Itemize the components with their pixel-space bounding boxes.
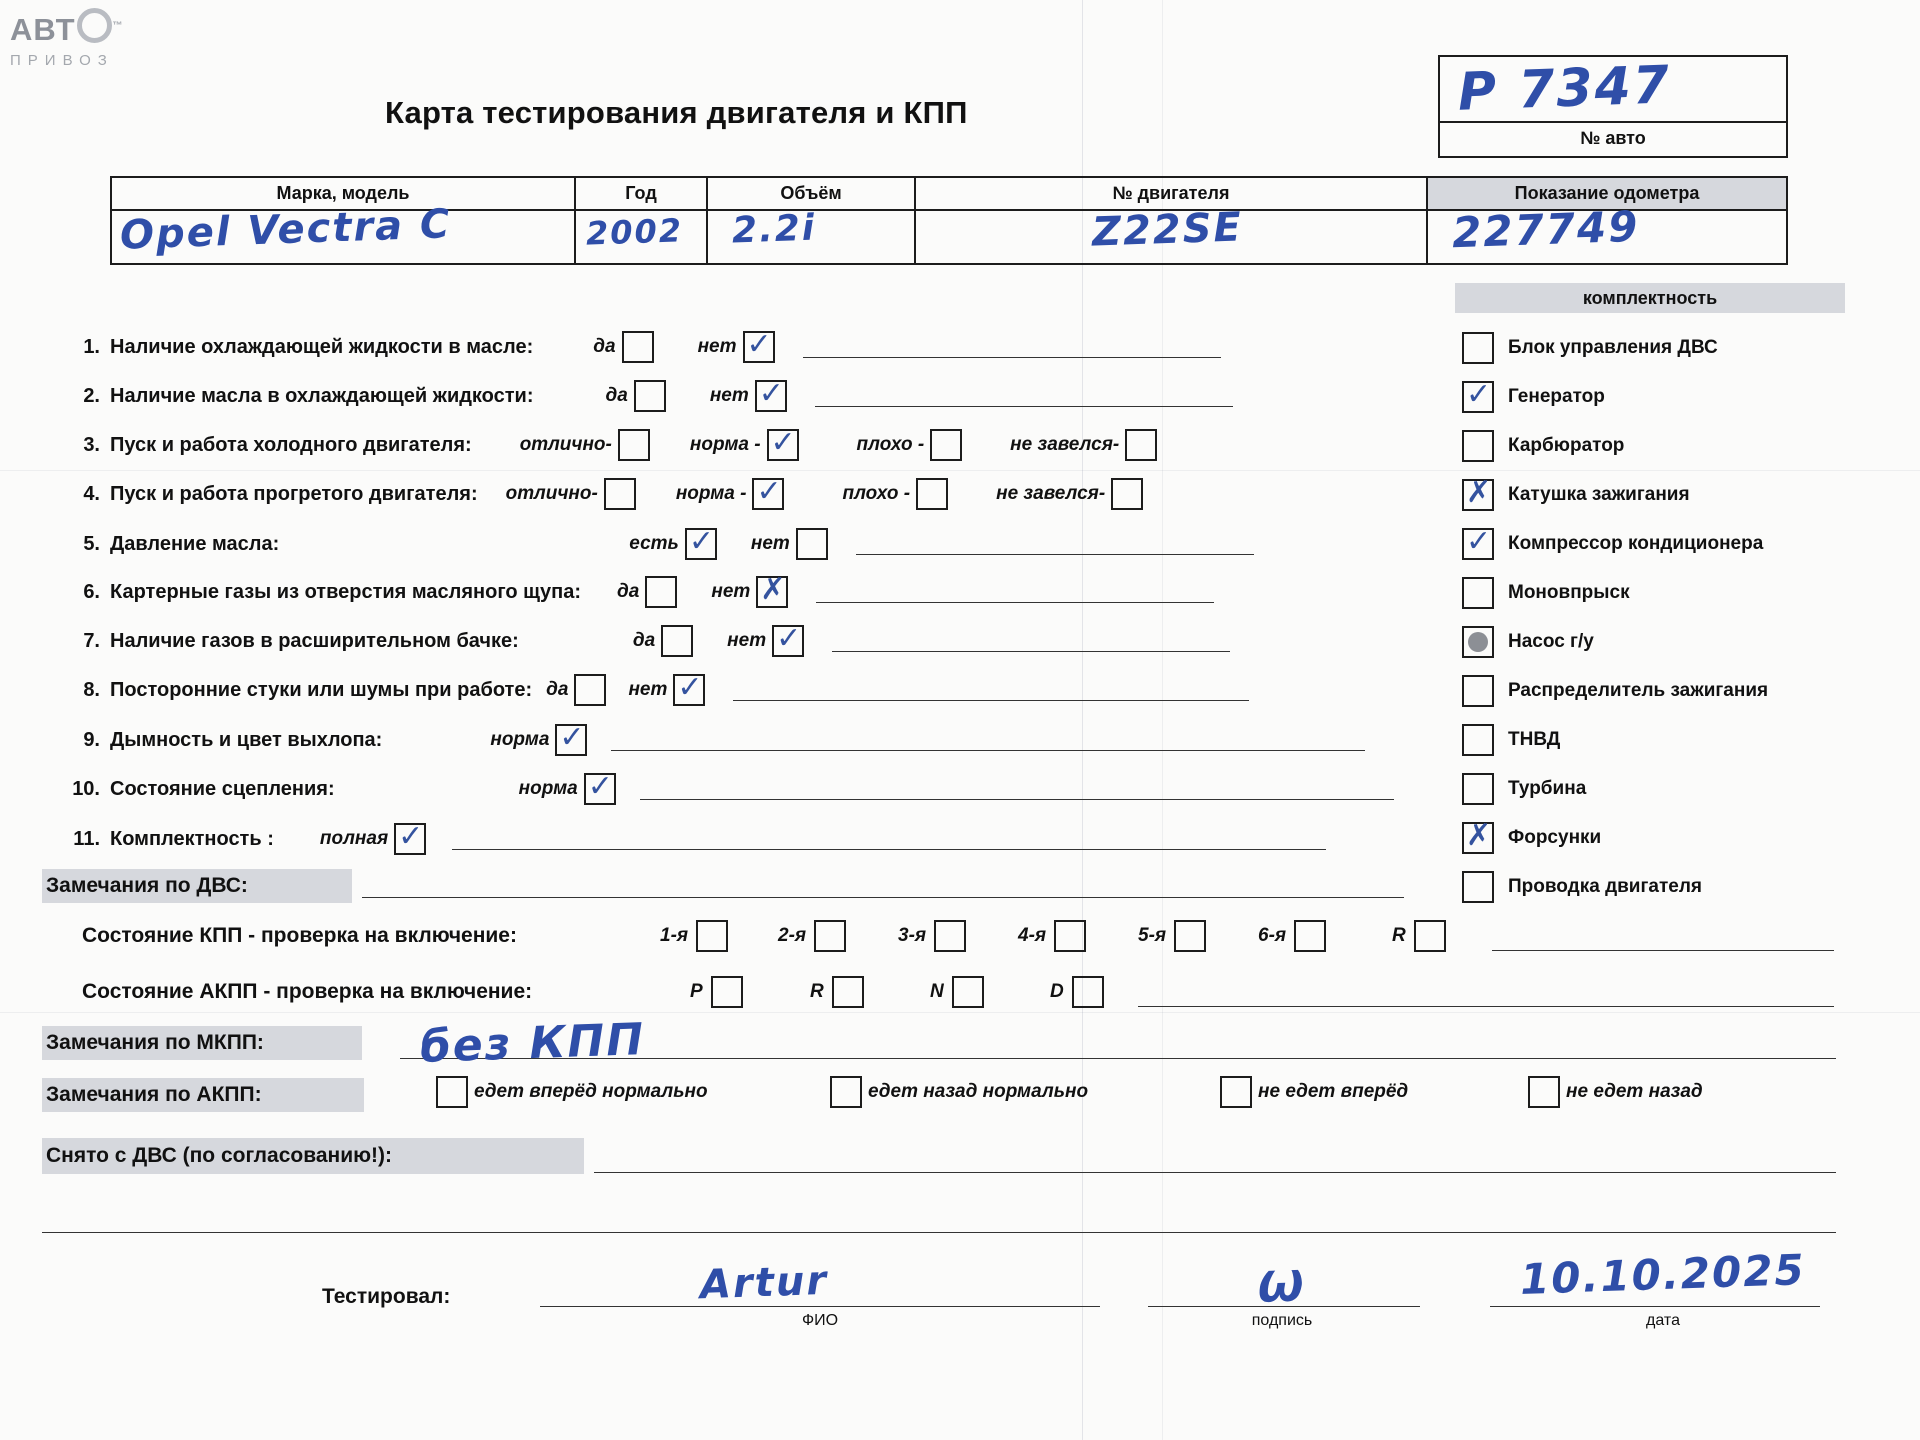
td-volume	[708, 207, 916, 263]
akpp-note-label: не едет вперёд	[1258, 1081, 1409, 1102]
question-text: Дымность и цвет выхлопа:	[110, 728, 383, 751]
kit-item-distributor[interactable]	[1462, 675, 1768, 707]
option-label: плохо -	[856, 434, 925, 455]
akpp-note-checkbox[interactable]	[830, 1076, 862, 1108]
gear-checkbox[interactable]	[1294, 920, 1326, 952]
question-text: Наличие масла в охлаждающей жидкости:	[110, 384, 534, 407]
akpp-note-label: едет вперёд нормально	[474, 1081, 708, 1102]
akpp-note-no-forward[interactable]	[1220, 1076, 1408, 1108]
kit-checkbox[interactable]	[1462, 871, 1494, 903]
notes-engine-line[interactable]	[362, 897, 1404, 898]
gear-label: 1-я	[660, 925, 689, 946]
akpp-mode-n[interactable]	[930, 976, 984, 1008]
notes-akpp-label: Замечания по АКПП:	[42, 1078, 364, 1112]
option-label: нет	[697, 336, 737, 357]
gear-label: R	[1392, 925, 1406, 946]
question-row	[62, 524, 1254, 561]
check-mark-icon: ✓	[756, 474, 782, 509]
car-number-value: Р 7347	[1457, 55, 1672, 123]
question-row	[62, 474, 1143, 511]
check-mark-icon: ✓	[1466, 524, 1492, 559]
question-text: Посторонние стуки или шумы при работе:	[110, 678, 533, 701]
paper-fold-line	[0, 470, 1920, 471]
name-field-label: ФИО	[801, 1312, 839, 1329]
checkbox-no[interactable]	[673, 670, 705, 706]
akpp-note-label: не едет назад	[1566, 1081, 1703, 1102]
question-number: 2.	[83, 384, 100, 407]
gear-checkbox[interactable]	[1174, 920, 1206, 952]
akpp-note-checkbox[interactable]	[1528, 1076, 1560, 1108]
kit-item-label: Катушка зажигания	[1508, 484, 1690, 505]
option-label: норма -	[675, 483, 747, 504]
kit-checkbox[interactable]	[1462, 332, 1494, 364]
checkbox-yes[interactable]	[574, 674, 606, 706]
option-label: есть	[629, 533, 679, 554]
mkpp-check-label: Состояние КПП - проверка на включение:	[82, 924, 517, 947]
gear-label: 3-я	[898, 925, 927, 946]
kit-checkbox[interactable]	[1462, 524, 1494, 560]
akpp-mode-checkbox[interactable]	[832, 976, 864, 1008]
question-number: 10.	[72, 777, 100, 800]
question-text: Наличие газов в расширительном бачке:	[110, 629, 519, 652]
option-label: нет	[628, 679, 668, 700]
checkbox-no[interactable]	[743, 327, 775, 363]
gear-checkbox[interactable]	[696, 920, 728, 952]
option-label: не завелся-	[996, 483, 1106, 504]
checkbox-excellent[interactable]	[618, 429, 650, 461]
option-label: нет	[711, 581, 751, 602]
tested-by-label: Тестировал:	[322, 1285, 451, 1308]
cross-mark-icon: ✗	[1466, 818, 1492, 853]
akpp-mode-r[interactable]	[810, 976, 864, 1008]
gear-6[interactable]	[1258, 920, 1326, 952]
kit-checkbox[interactable]	[1462, 675, 1494, 707]
kit-checkbox[interactable]	[1462, 773, 1494, 805]
logo-text-main: АВТ	[10, 12, 76, 47]
gear-5[interactable]	[1138, 920, 1206, 952]
akpp-mode-label: R	[810, 981, 824, 1002]
check-mark-icon: ✓	[746, 327, 772, 362]
th-engine-no: № двигателя	[916, 178, 1428, 211]
kit-checkbox[interactable]	[1462, 577, 1494, 609]
date-value: 10.10.2025	[1519, 1245, 1807, 1304]
checkbox-yes[interactable]	[661, 625, 693, 657]
option-label: да	[605, 385, 628, 406]
kit-item-label: Компрессор кондиционера	[1508, 533, 1764, 554]
question-row	[62, 621, 1230, 658]
akpp-mode-checkbox[interactable]	[952, 976, 984, 1008]
date-line[interactable]	[1490, 1306, 1820, 1307]
logo-text	[10, 8, 160, 48]
odometer-value: 227749	[1451, 201, 1641, 258]
option-label: норма -	[689, 434, 761, 455]
gear-reverse[interactable]	[1392, 920, 1446, 952]
gear-label: 2-я	[778, 925, 807, 946]
notes-engine-label: Замечания по ДВС:	[42, 869, 352, 903]
comment-line[interactable]	[640, 799, 1394, 800]
paper-fold-line	[0, 1012, 1920, 1013]
akpp-comment-line[interactable]	[1138, 1006, 1834, 1007]
akpp-note-no-reverse[interactable]	[1528, 1076, 1703, 1108]
checkbox-normal[interactable]	[584, 769, 616, 805]
question-text: Наличие охлаждающей жидкости в масле:	[110, 335, 534, 358]
kit-checkbox[interactable]	[1462, 377, 1494, 413]
gear-label: 6-я	[1258, 925, 1287, 946]
question-text: Давление масла:	[110, 532, 280, 555]
td-brand	[112, 201, 576, 263]
page-title: Карта тестирования двигателя и КПП	[385, 95, 968, 130]
kit-item-label: Карбюратор	[1508, 435, 1625, 456]
question-row	[62, 670, 1249, 707]
volume-value: 2.2i	[731, 207, 817, 252]
question-number: 11.	[73, 827, 100, 850]
gear-3[interactable]	[898, 920, 966, 952]
kit-checkbox[interactable]	[1462, 430, 1494, 462]
checkbox-no[interactable]	[755, 376, 787, 412]
kit-section-header: комплектность	[1455, 283, 1845, 313]
engine-no-value: Z22SE	[1091, 204, 1244, 256]
question-number: 4.	[83, 482, 100, 505]
question-number: 6.	[83, 580, 100, 603]
td-engine-no	[916, 204, 1428, 263]
checkbox-normal[interactable]	[767, 425, 799, 461]
checkbox-normal[interactable]	[752, 474, 784, 510]
signature-field-label: подпись	[1251, 1312, 1313, 1329]
gear-checkbox[interactable]	[1054, 920, 1086, 952]
option-label: плохо -	[842, 483, 911, 504]
check-mark-icon: ✓	[688, 524, 714, 559]
option-label: отлично-	[505, 483, 598, 504]
akpp-note-reverse-ok[interactable]	[830, 1076, 1088, 1108]
kit-item-label: Турбина	[1508, 778, 1587, 799]
checkbox-yes[interactable]	[645, 576, 677, 608]
kit-item-engine-wiring[interactable]	[1462, 871, 1702, 903]
kit-item-turbine[interactable]	[1462, 773, 1586, 805]
kit-item-generator[interactable]	[1462, 377, 1605, 413]
td-year	[576, 211, 708, 263]
question-text: Комплектность :	[110, 827, 274, 850]
checkbox-absent[interactable]	[796, 528, 828, 560]
kit-item-carburetor[interactable]	[1462, 430, 1624, 462]
removed-parts-label: Снято с ДВС (по согласованию!):	[42, 1138, 584, 1174]
kit-item-label: Проводка двигателя	[1508, 876, 1702, 897]
kit-checkbox[interactable]	[1462, 818, 1494, 854]
akpp-note-forward-ok[interactable]	[436, 1076, 708, 1108]
kit-item-label: Распределитель зажигания	[1508, 680, 1769, 701]
option-label: не завелся-	[1010, 434, 1120, 455]
akpp-check-label: Состояние АКПП - проверка на включение:	[82, 980, 533, 1003]
kit-item-ac-compressor[interactable]	[1462, 524, 1764, 560]
mkpp-comment-line[interactable]	[1492, 950, 1834, 951]
td-odometer	[1428, 201, 1786, 263]
kit-checkbox[interactable]	[1462, 475, 1494, 511]
question-text: Пуск и работа прогретого двигателя:	[110, 482, 478, 505]
question-text: Картерные газы из отверстия масляного щупа:	[110, 580, 582, 603]
vehicle-info-table	[110, 176, 1788, 265]
akpp-mode-label: P	[690, 981, 703, 1002]
check-mark-icon: ✓	[1466, 377, 1492, 412]
akpp-mode-label: N	[930, 981, 944, 1002]
th-odometer: Показание одометра	[1428, 178, 1786, 211]
checkbox-bad[interactable]	[916, 478, 948, 510]
notes-mkpp-value: без КПП	[419, 1014, 646, 1073]
th-brand: Марка, модель	[112, 178, 576, 211]
cross-mark-icon: ✗	[1466, 475, 1492, 510]
kit-item-label: Насос г/у	[1508, 631, 1594, 652]
th-year: Год	[576, 178, 708, 211]
logo-subtitle: ПРИВОЗ	[10, 52, 114, 69]
option-label: полная	[319, 828, 389, 849]
akpp-note-checkbox[interactable]	[1220, 1076, 1252, 1108]
question-row	[62, 769, 1394, 806]
checkbox-no[interactable]	[772, 621, 804, 657]
checkbox-not-started[interactable]	[1125, 429, 1157, 461]
option-label: да	[632, 630, 656, 651]
checkbox-yes[interactable]	[634, 380, 666, 412]
kit-item-label: ТНВД	[1508, 729, 1561, 750]
akpp-note-label: едет назад нормально	[868, 1081, 1089, 1102]
kit-checkbox[interactable]	[1462, 626, 1494, 658]
logo	[10, 8, 160, 86]
akpp-mode-label: D	[1050, 981, 1064, 1002]
checkbox-present[interactable]	[685, 524, 717, 560]
kit-item-injectors[interactable]	[1462, 818, 1602, 854]
question-number: 9.	[83, 728, 100, 751]
th-volume: Объём	[708, 178, 916, 211]
check-mark-icon: ✓	[758, 376, 784, 411]
question-text: Состояние сцепления:	[110, 777, 335, 800]
comment-line[interactable]	[832, 651, 1230, 652]
gear-2[interactable]	[778, 920, 846, 952]
option-label: да	[593, 336, 616, 357]
check-mark-icon: ✓	[677, 670, 703, 705]
akpp-mode-checkbox[interactable]	[711, 976, 743, 1008]
question-row	[62, 720, 1365, 757]
brand-value: Opel Vectra C	[119, 201, 453, 259]
checkbox-bad[interactable]	[930, 429, 962, 461]
option-label: да	[546, 679, 569, 700]
check-mark-icon: ✓	[587, 769, 613, 804]
checkbox-excellent[interactable]	[604, 478, 636, 510]
gear-1[interactable]	[660, 920, 728, 952]
question-row	[62, 376, 1233, 413]
gear-label: 4-я	[1018, 925, 1047, 946]
check-mark-icon: ✓	[776, 621, 802, 656]
kit-item-ignition-coil[interactable]	[1462, 475, 1690, 511]
option-label: норма	[490, 729, 550, 750]
akpp-mode-d[interactable]	[1050, 976, 1104, 1008]
gear-label: 5-я	[1138, 925, 1167, 946]
option-label: нет	[709, 385, 749, 406]
option-label: норма	[518, 778, 578, 799]
akpp-note-checkbox[interactable]	[436, 1076, 468, 1108]
question-number: 8.	[83, 678, 100, 701]
gear-4[interactable]	[1018, 920, 1086, 952]
year-value: 2002	[585, 211, 684, 253]
comment-line[interactable]	[611, 750, 1365, 751]
kit-checkbox[interactable]	[1462, 724, 1494, 756]
checkbox-not-started[interactable]	[1111, 478, 1143, 510]
comment-line[interactable]	[856, 554, 1254, 555]
akpp-mode-p[interactable]	[690, 976, 743, 1008]
removed-parts-line[interactable]	[594, 1172, 1836, 1173]
kit-item-ecu[interactable]	[1462, 332, 1718, 364]
gear-checkbox[interactable]	[814, 920, 846, 952]
logo-ring-icon	[77, 8, 112, 43]
comment-line[interactable]	[803, 357, 1221, 358]
comment-line[interactable]	[452, 849, 1326, 850]
kit-item-label: Генератор	[1508, 386, 1605, 407]
check-mark-icon: ✓	[770, 425, 796, 460]
name-line[interactable]	[540, 1306, 1100, 1307]
kit-item-label: Форсунки	[1508, 827, 1602, 848]
question-row	[62, 425, 1157, 462]
kit-item-label: Блок управления ДВС	[1508, 337, 1718, 358]
checkbox-normal[interactable]	[555, 720, 587, 756]
kit-item-label: Моновпрыск	[1508, 582, 1630, 603]
question-number: 3.	[83, 433, 100, 456]
checkbox-no[interactable]	[756, 572, 788, 608]
question-number: 5.	[83, 532, 100, 555]
name-value: Artur	[699, 1257, 829, 1309]
gear-checkbox[interactable]	[934, 920, 966, 952]
notes-mkpp-label: Замечания по МКПП:	[42, 1026, 362, 1060]
checkbox-full[interactable]	[394, 819, 426, 855]
car-number-box	[1438, 55, 1788, 123]
comment-line[interactable]	[815, 406, 1233, 407]
date-field-label: дата	[1646, 1312, 1680, 1329]
car-number-header-cell	[1438, 123, 1788, 158]
comment-line[interactable]	[816, 602, 1214, 603]
signature-value: Ѡ	[1257, 1261, 1307, 1312]
checkbox-yes[interactable]	[622, 331, 654, 363]
car-number-header: № авто	[1580, 128, 1646, 148]
kit-item-power-steering-pump[interactable]	[1462, 626, 1594, 658]
akpp-mode-checkbox[interactable]	[1072, 976, 1104, 1008]
question-text: Пуск и работа холодного двигателя:	[110, 433, 472, 456]
logo-trademark: ™	[112, 20, 124, 32]
question-number: 1.	[83, 335, 100, 358]
option-label: да	[617, 581, 640, 602]
removed-parts-line-2[interactable]	[42, 1232, 1836, 1233]
question-row	[62, 819, 1326, 856]
gear-checkbox[interactable]	[1414, 920, 1446, 952]
question-row	[62, 327, 1221, 364]
question-number: 7.	[83, 629, 100, 652]
cross-mark-icon: ✗	[760, 572, 786, 607]
option-label: отлично-	[519, 434, 612, 455]
comment-line[interactable]	[733, 700, 1249, 701]
filled-dot-icon	[1468, 632, 1488, 652]
question-row	[62, 572, 1214, 609]
option-label: нет	[750, 533, 790, 554]
kit-item-tnvd[interactable]	[1462, 724, 1560, 756]
kit-item-monoinjection[interactable]	[1462, 577, 1630, 609]
check-mark-icon: ✓	[559, 720, 585, 755]
option-label: нет	[727, 630, 767, 651]
check-mark-icon: ✓	[398, 819, 424, 854]
